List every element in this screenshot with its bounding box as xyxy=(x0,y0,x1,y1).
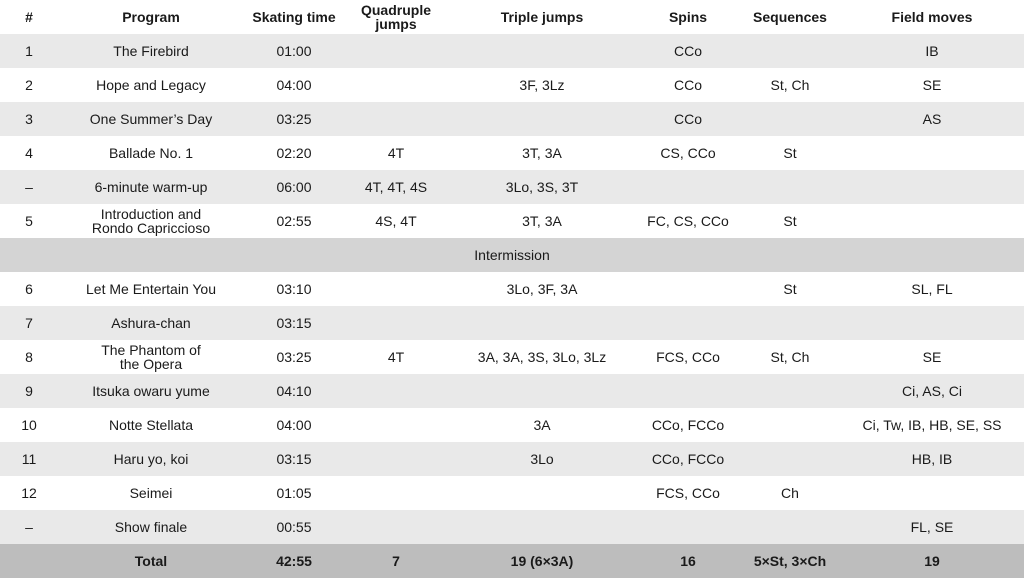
table-row xyxy=(0,102,1024,136)
cell-sequences: St xyxy=(740,136,840,170)
cell-triple-jumps: 3A, 3A, 3S, 3Lo, 3Lz xyxy=(448,340,636,374)
cell-program: Notte Stellata xyxy=(58,408,244,442)
cell-quadruple-jumps xyxy=(344,510,448,544)
cell-skating-time: 04:00 xyxy=(244,408,344,442)
cell-field-moves xyxy=(840,306,1024,340)
cell-program: The Phantom of the Opera xyxy=(58,340,244,374)
cell-sequences xyxy=(740,408,840,442)
cell-number: 7 xyxy=(0,306,58,340)
cell-quadruple-jumps: 4T xyxy=(344,340,448,374)
table-row xyxy=(0,204,1024,238)
cell-quadruple-jumps xyxy=(344,68,448,102)
cell-quadruple-jumps xyxy=(344,408,448,442)
cell-spins xyxy=(636,170,740,204)
table-row xyxy=(0,510,1024,544)
cell-spins xyxy=(636,272,740,306)
cell-skating-time: 00:55 xyxy=(244,510,344,544)
cell-sequences xyxy=(740,510,840,544)
table-row xyxy=(0,374,1024,408)
cell-field-moves: SL, FL xyxy=(840,272,1024,306)
intermission-label: Intermission xyxy=(0,238,1024,272)
cell-field-moves: IB xyxy=(840,34,1024,68)
header-skating-time: Skating time xyxy=(252,9,336,25)
cell-triple-jumps xyxy=(448,374,636,408)
intermission-row xyxy=(0,238,1024,272)
cell-skating-time: 04:00 xyxy=(244,68,344,102)
table-body xyxy=(0,34,1024,578)
cell-triple-jumps xyxy=(448,306,636,340)
cell-quadruple-jumps: 7 xyxy=(344,544,448,578)
header-program: Program xyxy=(122,9,180,25)
cell-number: 8 xyxy=(0,340,58,374)
cell-sequences: St xyxy=(740,272,840,306)
cell-spins: CCo xyxy=(636,102,740,136)
cell-program: The Firebird xyxy=(58,34,244,68)
cell-triple-jumps: 3A xyxy=(448,408,636,442)
cell-field-moves: SE xyxy=(840,340,1024,374)
cell-number: – xyxy=(0,510,58,544)
cell-skating-time: 03:15 xyxy=(244,306,344,340)
cell-spins: FCS, CCo xyxy=(636,476,740,510)
cell-spins: FCS, CCo xyxy=(636,340,740,374)
cell-spins: CCo xyxy=(636,68,740,102)
cell-quadruple-jumps: 4T xyxy=(344,136,448,170)
cell-number: 9 xyxy=(0,374,58,408)
cell-spins: CCo, FCCo xyxy=(636,442,740,476)
header-sequences: Sequences xyxy=(753,9,827,25)
cell-sequences xyxy=(740,306,840,340)
cell-sequences xyxy=(740,170,840,204)
cell-skating-time: 42:55 xyxy=(244,544,344,578)
cell-quadruple-jumps xyxy=(344,306,448,340)
cell-number: 6 xyxy=(0,272,58,306)
cell-skating-time: 01:05 xyxy=(244,476,344,510)
table-row xyxy=(0,340,1024,374)
cell-skating-time: 01:00 xyxy=(244,34,344,68)
table-row xyxy=(0,408,1024,442)
cell-triple-jumps xyxy=(448,510,636,544)
cell-triple-jumps: 3T, 3A xyxy=(448,204,636,238)
cell-field-moves: Ci, AS, Ci xyxy=(840,374,1024,408)
cell-skating-time: 06:00 xyxy=(244,170,344,204)
cell-field-moves: SE xyxy=(840,68,1024,102)
cell-program: Ballade No. 1 xyxy=(58,136,244,170)
header-field-moves: Field moves xyxy=(891,9,973,25)
cell-sequences: St, Ch xyxy=(740,340,840,374)
table-row xyxy=(0,306,1024,340)
cell-program: Itsuka owaru yume xyxy=(58,374,244,408)
cell-skating-time: 03:10 xyxy=(244,272,344,306)
cell-quadruple-jumps xyxy=(344,476,448,510)
cell-field-moves: Ci, Tw, IB, HB, SE, SS xyxy=(840,408,1024,442)
cell-field-moves: AS xyxy=(840,102,1024,136)
cell-spins xyxy=(636,510,740,544)
table-row xyxy=(0,476,1024,510)
cell-skating-time: 03:25 xyxy=(244,102,344,136)
cell-number: 2 xyxy=(0,68,58,102)
cell-program: Show finale xyxy=(58,510,244,544)
cell-program: Haru yo, koi xyxy=(58,442,244,476)
cell-field-moves xyxy=(840,170,1024,204)
cell-number: 3 xyxy=(0,102,58,136)
table-row xyxy=(0,34,1024,68)
header-spins: Spins xyxy=(668,9,708,25)
cell-triple-jumps: 19 (6×3A) xyxy=(448,544,636,578)
cell-program: Hope and Legacy xyxy=(58,68,244,102)
cell-sequences: St, Ch xyxy=(740,68,840,102)
cell-program: One Summer’s Day xyxy=(58,102,244,136)
cell-program: Ashura-chan xyxy=(58,306,244,340)
cell-field-moves xyxy=(840,136,1024,170)
total-row xyxy=(0,544,1024,578)
cell-spins: CCo, FCCo xyxy=(636,408,740,442)
cell-triple-jumps xyxy=(448,476,636,510)
cell-triple-jumps: 3F, 3Lz xyxy=(448,68,636,102)
table-row xyxy=(0,170,1024,204)
cell-number: 12 xyxy=(0,476,58,510)
cell-triple-jumps xyxy=(448,102,636,136)
cell-triple-jumps: 3Lo, 3S, 3T xyxy=(448,170,636,204)
cell-sequences: St xyxy=(740,204,840,238)
cell-skating-time: 02:20 xyxy=(244,136,344,170)
cell-number: 5 xyxy=(0,204,58,238)
cell-field-moves: 19 xyxy=(840,544,1024,578)
cell-sequences xyxy=(740,442,840,476)
cell-quadruple-jumps xyxy=(344,34,448,68)
table-row xyxy=(0,68,1024,102)
table-row xyxy=(0,442,1024,476)
cell-program: Total xyxy=(58,544,244,578)
cell-quadruple-jumps xyxy=(344,272,448,306)
table-row xyxy=(0,136,1024,170)
cell-field-moves xyxy=(840,204,1024,238)
header-row xyxy=(0,0,1024,34)
cell-triple-jumps xyxy=(448,34,636,68)
cell-quadruple-jumps xyxy=(344,442,448,476)
cell-sequences xyxy=(740,102,840,136)
cell-quadruple-jumps: 4S, 4T xyxy=(344,204,448,238)
cell-spins: CS, CCo xyxy=(636,136,740,170)
cell-program: Introduction and Rondo Capriccioso xyxy=(58,204,244,238)
cell-spins: 16 xyxy=(636,544,740,578)
cell-program: Seimei xyxy=(58,476,244,510)
cell-number: 4 xyxy=(0,136,58,170)
cell-triple-jumps: 3Lo, 3F, 3A xyxy=(448,272,636,306)
cell-spins: FC, CS, CCo xyxy=(636,204,740,238)
cell-quadruple-jumps: 4T, 4T, 4S xyxy=(344,170,448,204)
table-row xyxy=(0,272,1024,306)
cell-quadruple-jumps xyxy=(344,102,448,136)
cell-skating-time: 02:55 xyxy=(244,204,344,238)
cell-quadruple-jumps xyxy=(344,374,448,408)
cell-sequences xyxy=(740,34,840,68)
cell-sequences xyxy=(740,374,840,408)
cell-skating-time: 03:25 xyxy=(244,340,344,374)
header-quadruple-jumps: Quadruple jumps xyxy=(360,2,431,32)
cell-triple-jumps: 3Lo xyxy=(448,442,636,476)
cell-field-moves xyxy=(840,476,1024,510)
cell-spins: CCo xyxy=(636,34,740,68)
cell-number: – xyxy=(0,170,58,204)
cell-spins xyxy=(636,306,740,340)
cell-program: 6-minute warm-up xyxy=(58,170,244,204)
cell-field-moves: FL, SE xyxy=(840,510,1024,544)
cell-sequences: Ch xyxy=(740,476,840,510)
cell-number: 11 xyxy=(0,442,58,476)
cell-number: 1 xyxy=(0,34,58,68)
cell-number: 10 xyxy=(0,408,58,442)
cell-triple-jumps: 3T, 3A xyxy=(448,136,636,170)
cell-spins xyxy=(636,374,740,408)
cell-sequences: 5×St, 3×Ch xyxy=(740,544,840,578)
cell-skating-time: 04:10 xyxy=(244,374,344,408)
cell-skating-time: 03:15 xyxy=(244,442,344,476)
header-number: # xyxy=(25,9,33,25)
header-triple-jumps: Triple jumps xyxy=(500,9,584,25)
cell-field-moves: HB, IB xyxy=(840,442,1024,476)
cell-number xyxy=(0,544,58,578)
cell-program: Let Me Entertain You xyxy=(58,272,244,306)
